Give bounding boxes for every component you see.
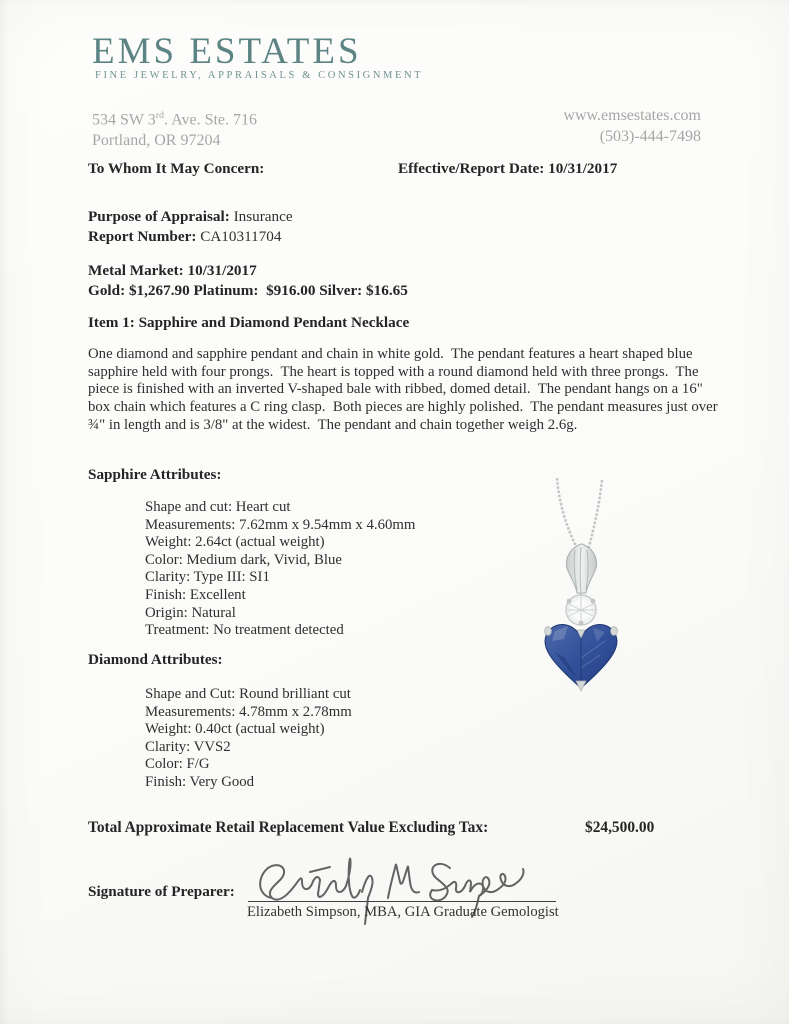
silver-value: $16.65 bbox=[366, 281, 408, 299]
purpose-block bbox=[88, 207, 293, 246]
gold-value: $1,267.90 bbox=[128, 281, 190, 299]
diamond-prong bbox=[567, 599, 572, 604]
website-text: www.emsestates.com bbox=[563, 107, 701, 124]
diamond-attribute: Finish: Very Good bbox=[145, 773, 255, 790]
preparer-printed-name: Elizabeth Simpson, MBA, GIA Graduate Gemologist bbox=[247, 904, 559, 920]
metal-market-line bbox=[88, 261, 408, 281]
diamond-attribute: Clarity: VVS2 bbox=[145, 738, 231, 755]
diamond-attribute: Weight: 0.40ct (actual weight) bbox=[145, 721, 325, 738]
sapphire-attribute: Clarity: Type III: SI1 bbox=[145, 569, 270, 586]
sapphire-attribute: Treatment: No treatment detected bbox=[145, 622, 344, 639]
phone-text: (503)-444-7498 bbox=[599, 128, 701, 145]
total-value: $24,500.00 bbox=[585, 819, 655, 836]
metal-market-date: 10/31/2017 bbox=[187, 262, 257, 279]
sapphire-attribute: Shape and cut: Heart cut bbox=[145, 499, 291, 515]
silver-label: Silver: bbox=[319, 281, 363, 299]
company-address bbox=[92, 105, 257, 151]
total-label: Total Approximate Retail Replacement Value Excluding Tax: bbox=[88, 819, 489, 836]
metal-market-label: Metal Market: bbox=[88, 262, 184, 279]
purpose-line bbox=[88, 207, 293, 227]
sapphire-attribute: Color: Medium dark, Vivid, Blue bbox=[145, 551, 342, 568]
platinum-label: Platinum: bbox=[193, 281, 259, 299]
diamond-prong bbox=[579, 621, 584, 626]
heart-prong bbox=[611, 627, 618, 636]
company-tagline: FINE JEWELRY, APPRAISALS & CONSIGNMENT bbox=[95, 70, 424, 81]
diamond-attribute: Shape and Cut: Round brilliant cut bbox=[145, 686, 351, 702]
item-heading: Item 1: Sapphire and Diamond Pendant Necklace bbox=[88, 314, 410, 331]
heart-prong bbox=[545, 627, 552, 636]
effective-report-date: Effective/Report Date: 10/31/2017 bbox=[398, 160, 618, 177]
signature-label: Signature of Preparer: bbox=[88, 883, 235, 900]
total-value-row bbox=[88, 819, 655, 837]
pendant-illustration bbox=[505, 462, 720, 712]
diamond-attributes-heading: Diamond Attributes: bbox=[88, 651, 223, 668]
company-logo bbox=[92, 30, 362, 73]
sapphire-attribute: Origin: Natural bbox=[145, 604, 236, 621]
pendant-bale bbox=[566, 544, 596, 593]
metal-prices-line bbox=[88, 281, 408, 301]
diamond-attribute: Color: F/G bbox=[145, 756, 210, 773]
company-contact bbox=[563, 105, 701, 147]
chain-right bbox=[588, 480, 602, 550]
sapphire-attribute: Finish: Excellent bbox=[145, 586, 246, 603]
sapphire-attributes-heading: Sapphire Attributes: bbox=[88, 466, 222, 483]
sapphire-attribute: Weight: 2.64ct (actual weight) bbox=[145, 534, 325, 551]
item-description: One diamond and sapphire pendant and chain in white gold. The pendant features a heart shaped blue sapphire held with four prongs. The heart is topped with a round diamond held with three prongs. The piece is finished with an inverted V-shaped bale with ribbed, domed detail. The pendant hangs on a 16" box chain which features a C ring clasp. Both pieces are highly polished. The pendant measures just over ¾" in length and is 3/8" at the widest. The pendant and chain together weigh 2.6g. bbox=[88, 346, 722, 433]
sapphire-attribute: Measurements: 7.62mm x 9.54mm x 4.60mm bbox=[145, 516, 416, 533]
purpose-label: Purpose of Appraisal: bbox=[88, 208, 230, 225]
heart-prong bbox=[576, 681, 586, 691]
address-street: 534 SW 3rd. Ave. Ste. 716 bbox=[92, 110, 258, 129]
chain-left bbox=[557, 478, 576, 546]
metal-market-block bbox=[88, 261, 408, 300]
diamond-attribute: Measurements: 4.78mm x 2.78mm bbox=[145, 703, 352, 720]
diamond-attributes-list bbox=[145, 686, 352, 792]
report-number-line bbox=[88, 227, 293, 247]
report-number-value: CA10311704 bbox=[200, 227, 282, 245]
platinum-value: $916.00 bbox=[266, 281, 316, 299]
pendant-photo bbox=[505, 462, 720, 712]
company-name: EMS ESTATES bbox=[92, 31, 362, 72]
purpose-value: Insurance bbox=[233, 208, 293, 225]
ordinal-suffix: rd bbox=[155, 110, 164, 121]
gold-label: Gold: bbox=[88, 281, 126, 299]
diamond-prong bbox=[591, 599, 596, 604]
report-number-label: Report Number: bbox=[88, 227, 197, 245]
sapphire-attributes-list bbox=[145, 499, 415, 640]
address-city: Portland, OR 97204 bbox=[92, 132, 221, 150]
salutation: To Whom It May Concern: bbox=[88, 160, 265, 177]
